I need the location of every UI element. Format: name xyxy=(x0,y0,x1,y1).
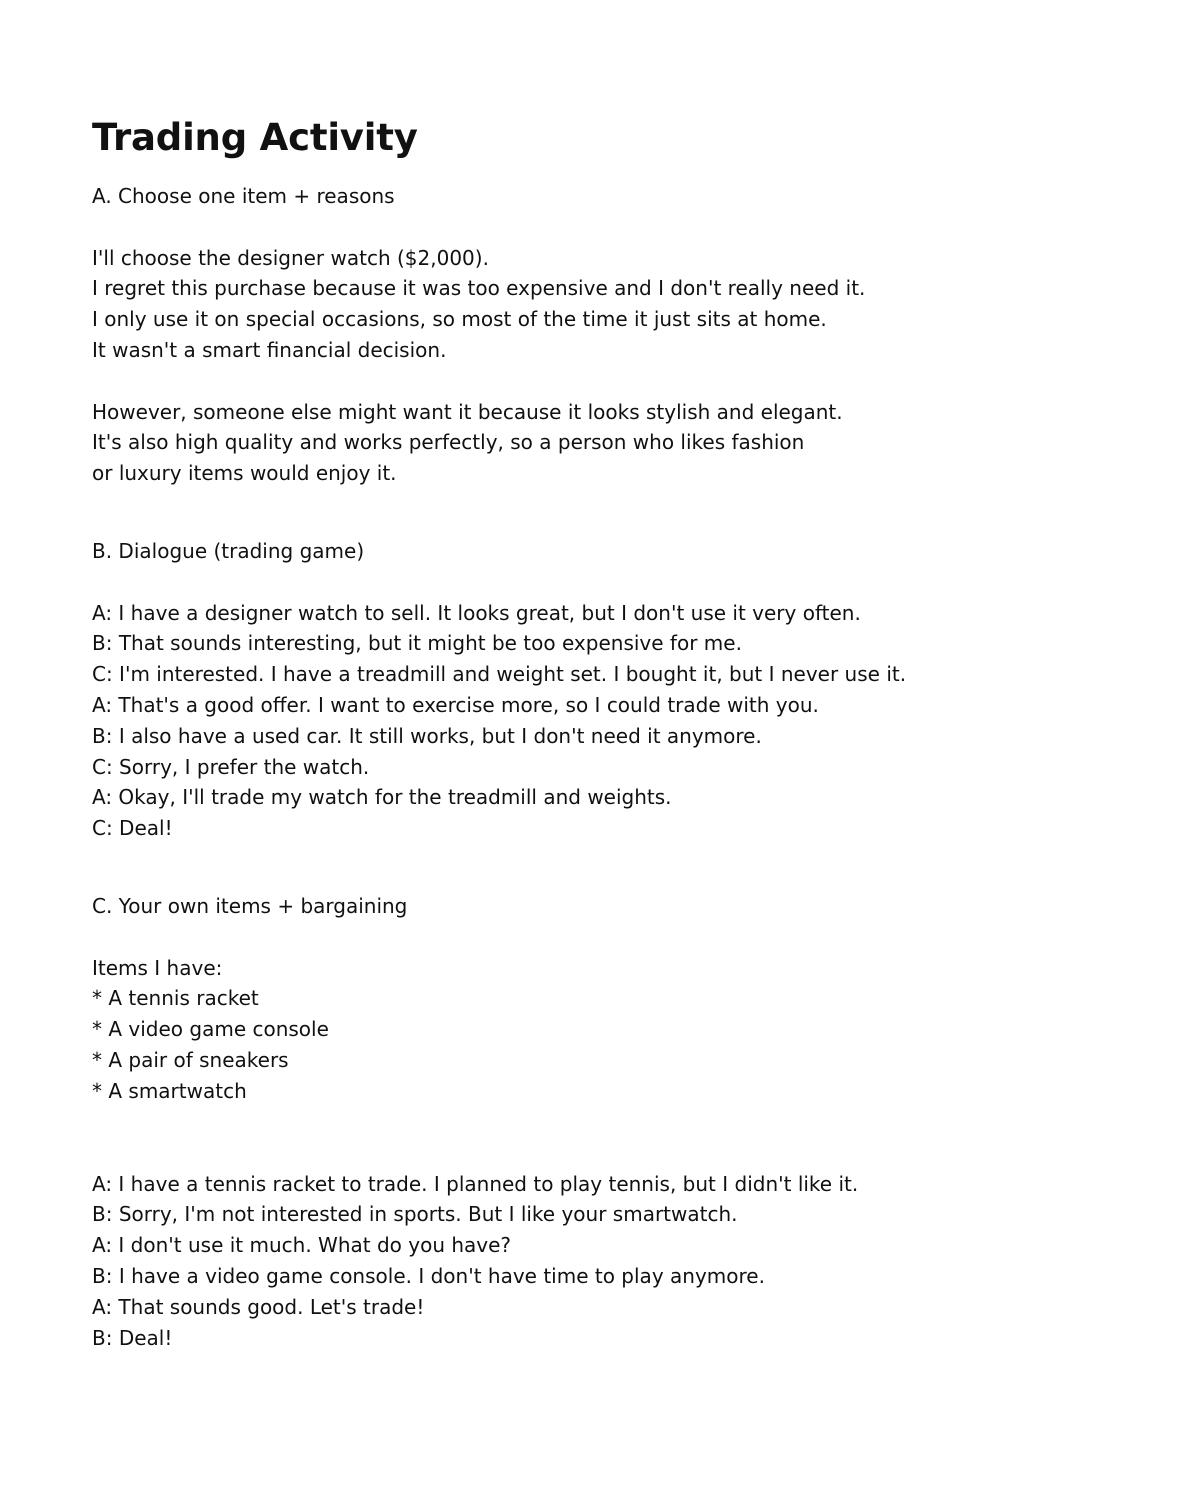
items-label: Items I have: xyxy=(92,955,223,980)
section-a-paragraph-2 xyxy=(92,397,1132,489)
list-item: * A video game console xyxy=(92,1017,329,1042)
dialogue-line: A: That sounds good. Let's trade! xyxy=(92,1294,425,1319)
page-title: Trading Activity xyxy=(92,116,418,159)
dialogue-line: A: I have a designer watch to sell. It looks great, but I don't use it very often. xyxy=(92,600,861,625)
dialogue-line: A: Okay, I'll trade my watch for the treadmill and weights. xyxy=(92,785,672,810)
list-item: * A pair of sneakers xyxy=(92,1047,289,1072)
dialogue-line: C: I'm interested. I have a treadmill and weight set. I bought it, but I never use it. xyxy=(92,662,907,687)
text-line: I regret this purchase because it was too expensive and I don't really need it. xyxy=(92,276,866,301)
dialogue-line: A: I have a tennis racket to trade. I planned to play tennis, but I didn't like it. xyxy=(92,1171,859,1196)
section-a-heading: A. Choose one item + reasons xyxy=(92,184,395,208)
dialogue-line: A: I don't use it much. What do you have? xyxy=(92,1233,512,1258)
dialogue-line: B: I have a video game console. I don't have time to play anymore. xyxy=(92,1263,765,1288)
text-line: or luxury items would enjoy it. xyxy=(92,461,397,486)
items-list xyxy=(92,983,1132,1106)
section-b-heading: B. Dialogue (trading game) xyxy=(92,538,365,563)
text-line: It's also high quality and works perfectly, so a person who likes fashion xyxy=(92,430,805,455)
dialogue-line: C: Sorry, I prefer the watch. xyxy=(92,754,370,779)
list-item: * A smartwatch xyxy=(92,1078,247,1103)
dialogue-line: B: Deal! xyxy=(92,1325,173,1350)
dialogue-line: B: I also have a used car. It still works, but I don't need it anymore. xyxy=(92,723,762,748)
dialogue-line: C: Deal! xyxy=(92,816,173,841)
section-a-paragraph-1 xyxy=(92,243,1132,366)
section-c-dialogue xyxy=(92,1169,1132,1354)
section-b-dialogue xyxy=(92,598,1132,844)
list-item: * A tennis racket xyxy=(92,986,259,1011)
document-page xyxy=(92,112,1132,1353)
dialogue-line: A: That's a good offer. I want to exercise more, so I could trade with you. xyxy=(92,692,819,717)
dialogue-line: B: That sounds interesting, but it might be too expensive for me. xyxy=(92,631,742,656)
section-c-heading: C. Your own items + bargaining xyxy=(92,893,408,918)
text-line: However, someone else might want it because it looks stylish and elegant. xyxy=(92,399,843,424)
text-line: It wasn't a smart financial decision. xyxy=(92,337,447,362)
dialogue-line: B: Sorry, I'm not interested in sports. But I like your smartwatch. xyxy=(92,1202,738,1227)
text-line: I only use it on special occasions, so most of the time it just sits at home. xyxy=(92,307,827,332)
text-line: I'll choose the designer watch ($2,000). xyxy=(92,245,489,270)
